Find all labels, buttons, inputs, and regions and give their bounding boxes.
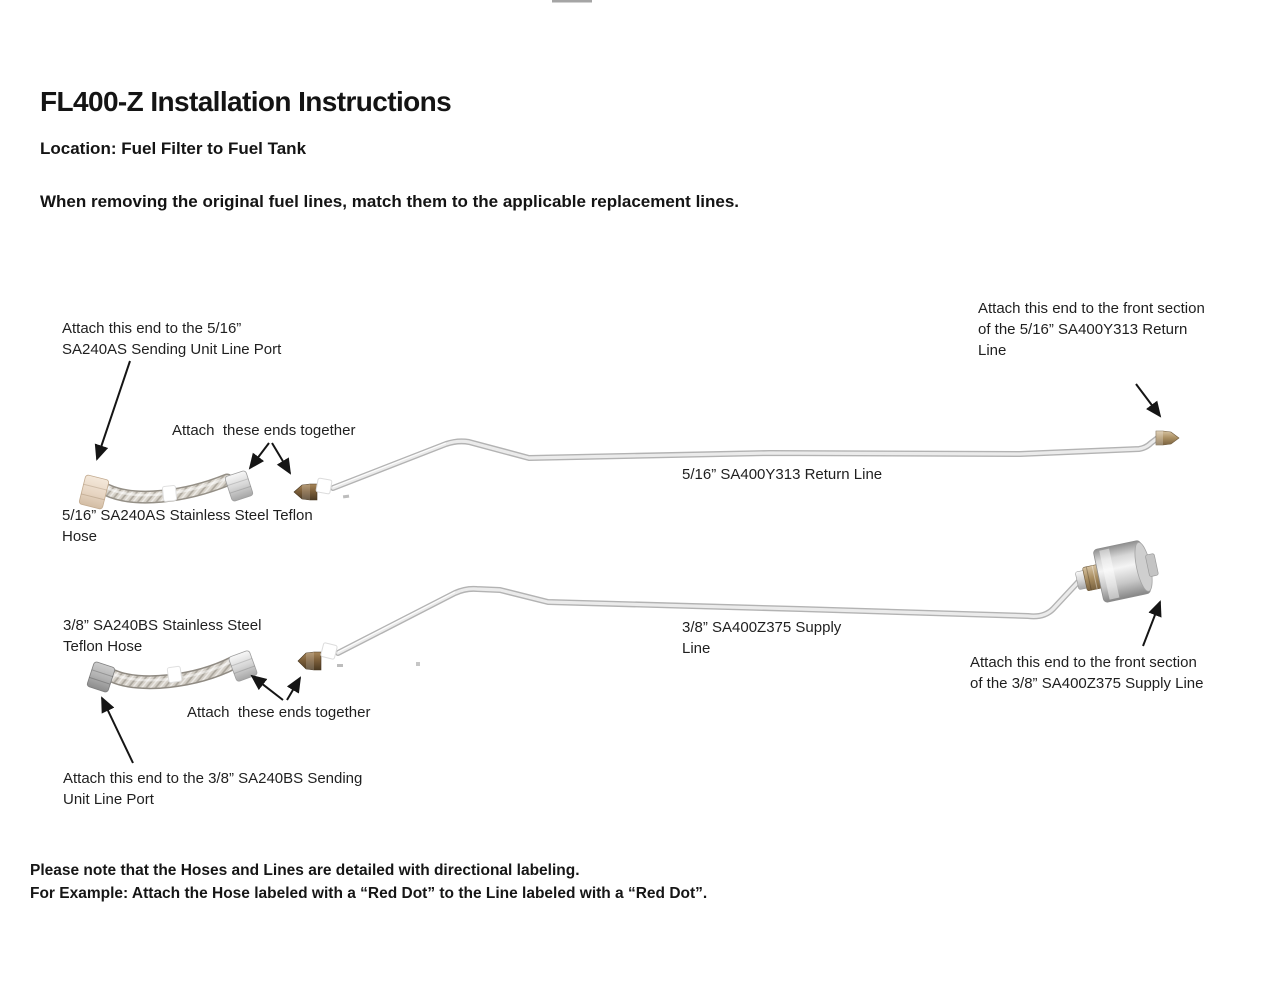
callout-return-line-front: Attach this end to the front section of the 5/16” SA400Y313 Return Line [978, 300, 1205, 359]
footer-note-line2: For Example: Attach the Hose labeled with a “Red Dot” to the Line labeled with a “Red Dot”. [30, 885, 708, 902]
callout-sending-port-516: Attach this end to the 5/16” SA240AS Sending Unit Line Port [62, 320, 282, 358]
arrow-return-front [1136, 384, 1160, 416]
arrow-attach-bottom-left [252, 676, 283, 700]
tiny-mark [337, 664, 343, 667]
arrow-attach-bottom-right [287, 678, 300, 700]
callout-sending-port-38: Attach this end to the 3/8” SA240BS Sending Unit Line Port [63, 770, 363, 808]
callout-supply-line-front: Attach this end to the front section of the 3/8” SA400Z375 Supply Line [970, 654, 1204, 692]
tiny-mark [343, 495, 349, 499]
footer-note-line1: Please note that the Hoses and Lines are detailed with directional labeling. [30, 862, 580, 879]
page-title: FL400-Z Installation Instructions [40, 86, 452, 117]
location-subtitle: Location: Fuel Filter to Fuel Tank [40, 139, 307, 158]
return-line-end-nut [1156, 431, 1179, 445]
hose-38-label-band [167, 666, 182, 683]
callout-attach-together-bottom: Attach these ends together [187, 704, 371, 721]
arrow-sending-38 [102, 698, 133, 763]
hose-516 [79, 470, 254, 509]
arrow-attach-top-left [250, 443, 269, 468]
fuel-filter [1071, 538, 1161, 608]
arrow-attach-top-right [272, 443, 290, 473]
arrow-supply-front [1143, 602, 1160, 646]
hose-38-fitting-left [87, 661, 116, 693]
label-hose-516: 5/16” SA240AS Stainless Steel Teflon Hose [62, 507, 313, 545]
return-line-flare-nut [294, 484, 317, 500]
matching-instruction: When removing the original fuel lines, match them to the applicable replacement lines. [40, 192, 740, 211]
hose-516-label-band [162, 485, 176, 501]
callout-attach-together-top: Attach these ends together [172, 422, 356, 439]
tiny-mark [416, 662, 420, 666]
arrow-sending-516 [97, 361, 130, 459]
label-hose-38: 3/8” SA240BS Stainless Steel Teflon Hose [63, 617, 262, 655]
supply-line-flare-nut [298, 652, 321, 670]
label-supply-line: 3/8” SA400Z375 Supply Line [682, 619, 842, 657]
supply-line-label-band [321, 643, 338, 660]
return-line-label-band [316, 478, 332, 494]
scan-artifact [552, 0, 592, 3]
label-return-line: 5/16” SA400Y313 Return Line [682, 466, 883, 483]
